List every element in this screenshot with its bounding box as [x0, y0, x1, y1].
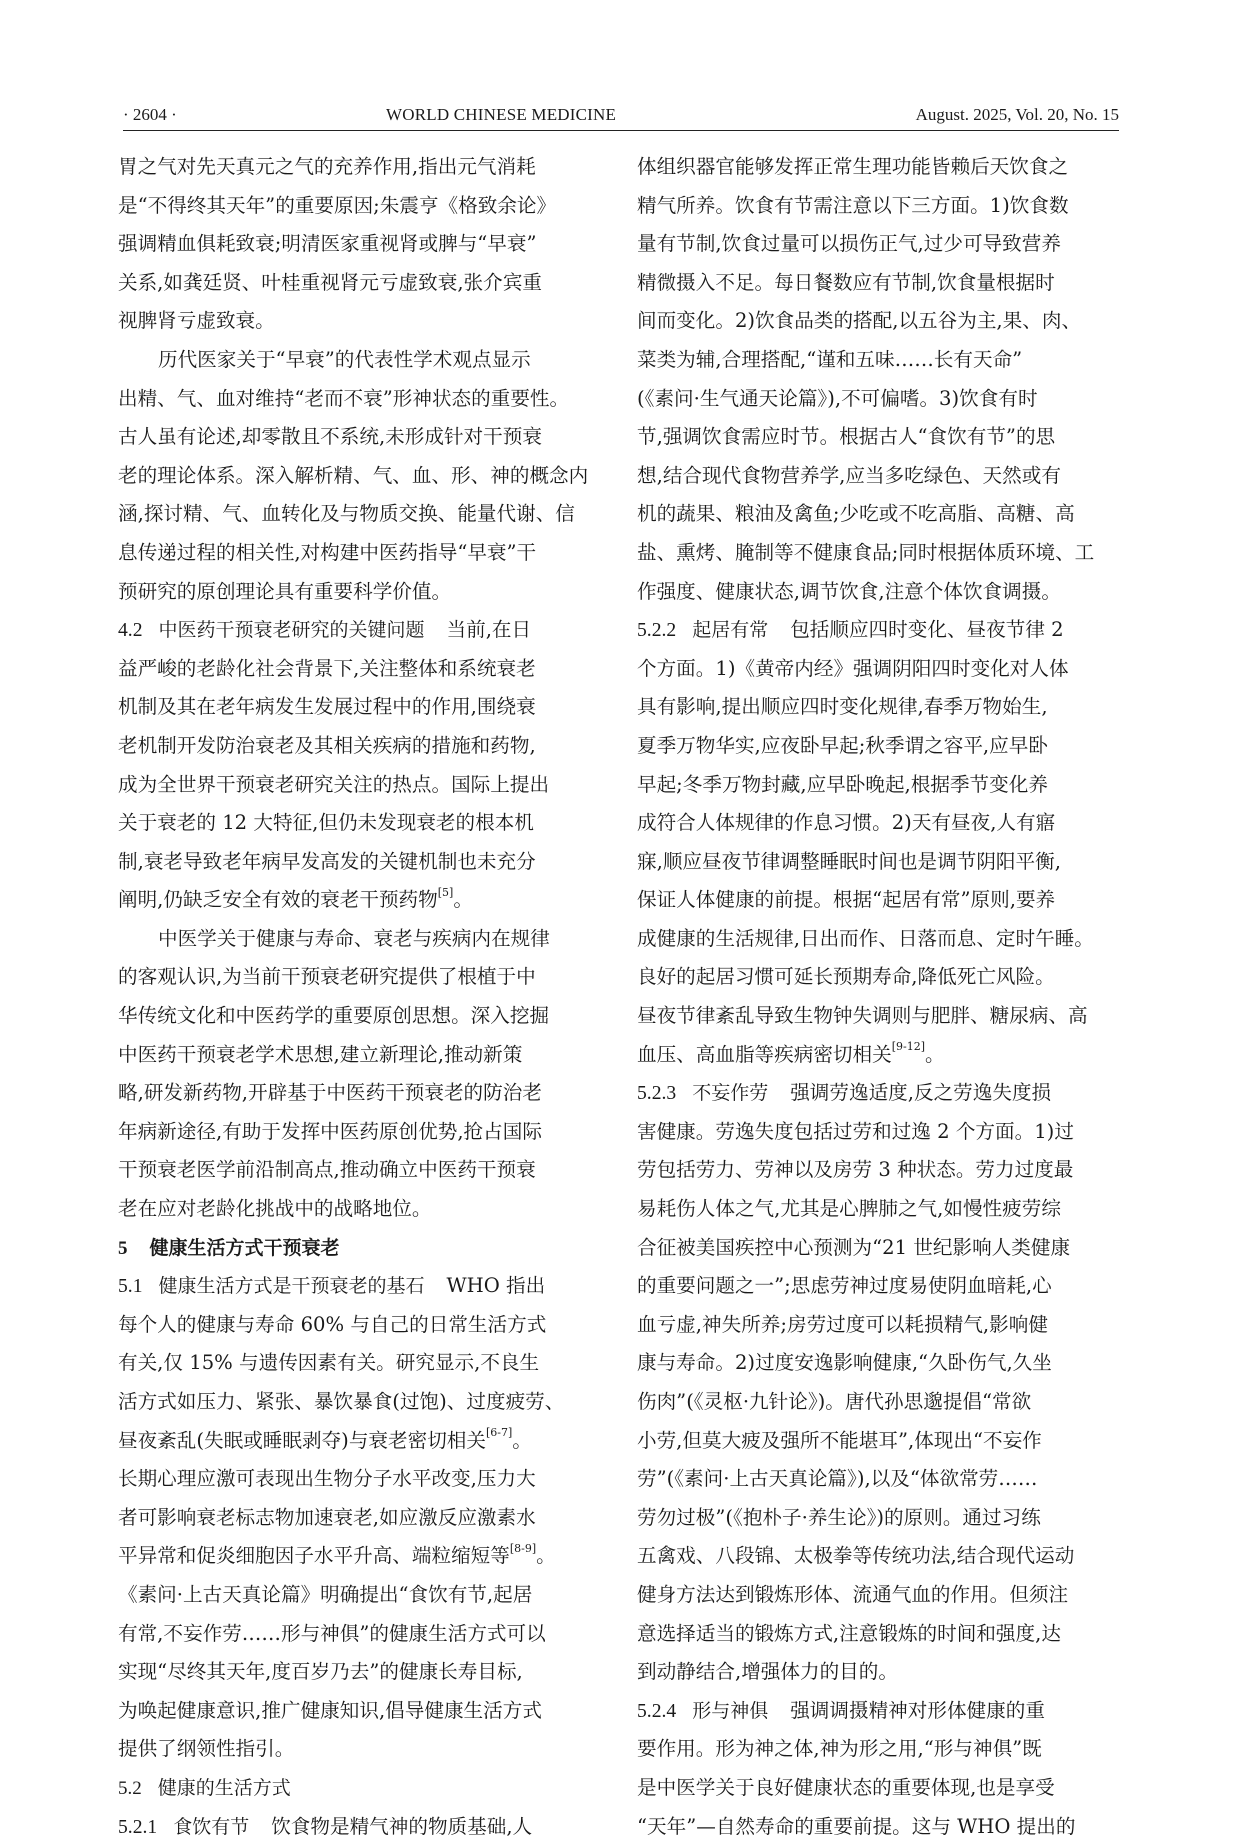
text-line: 早起;冬季万物封藏,应早卧晚起,根据季节变化养: [637, 772, 1048, 796]
text-line: 要作用。形为神之体,神为形之用,“形与神俱”既: [637, 1737, 1042, 1761]
section-number: 5.2: [118, 1777, 142, 1799]
text-line: 出精、气、血对维持“老而不衰”形神状态的重要性。: [118, 386, 570, 410]
section-title: 健康生活方式是干预衰老的基石: [158, 1275, 425, 1298]
text-line: 劳”(《素问·上古天真论篇》),以及“体欲常劳……: [637, 1467, 1038, 1491]
text-line: 关于衰老的 12 大特征,但仍未发现衰老的根本机: [118, 811, 534, 835]
section-title: 健康的生活方式: [157, 1776, 291, 1799]
text-line: 良好的起居习惯可延长预期寿命,降低死亡风险。: [637, 965, 1055, 989]
text-run: 血压、高血脂等疾病密切相关: [637, 1042, 892, 1066]
section-number: 5.2.3: [637, 1083, 677, 1105]
section-5-2-heading: [118, 1769, 605, 1808]
section-5-2-3-line: [637, 1074, 1124, 1113]
section-4-2-line: [118, 611, 605, 650]
text-line: 老的理论体系。深入解析精、气、血、形、神的概念内: [118, 463, 589, 487]
text-line: 为唤起健康意识,推广健康知识,倡导健康生活方式: [118, 1698, 542, 1722]
text-line: 预研究的原创理论具有重要科学价值。: [118, 579, 452, 603]
text-line: 昼夜节律紊乱导致生物钟失调则与肥胖、糖尿病、高: [637, 1004, 1088, 1028]
text-line: 活方式如压力、紧张、暴饮暴食(过饱)、过度疲劳、: [118, 1390, 565, 1413]
text-line: 量有节制,饮食过量可以损伤正气,过少可导致营养: [637, 232, 1061, 256]
text-run: 包括顺应四时变化、昼夜节律 2: [790, 618, 1064, 642]
section-title: 健康生活方式干预衰老: [149, 1236, 340, 1259]
text-line: 胃之气对先天真元之气的充养作用,指出元气消耗: [118, 155, 536, 178]
text-line: “天年”—自然寿命的重要前提。这与 WHO 提出的: [637, 1814, 1076, 1838]
text-line: 血亏虚,神失所养;房劳过度可以耗损精气,影响健: [637, 1312, 1048, 1336]
text-line: 提供了纲领性指引。: [118, 1737, 295, 1761]
text-line: [118, 881, 605, 920]
running-header: [123, 101, 1119, 127]
text-run: 阐明,仍缺乏安全有效的衰老干预药物: [118, 888, 438, 912]
text-line: 精气所养。饮食有节需注意以下三方面。1)饮食数: [637, 193, 1069, 217]
text-line: 是“不得终其天年”的重要原因;朱震亨《格致余论》: [118, 193, 557, 217]
section-number: 5.2.1: [118, 1816, 158, 1838]
text-line: 是中医学关于良好健康状态的重要体现,也是享受: [637, 1775, 1055, 1799]
text-line: 机的蔬果、粮油及禽鱼;少吃或不吃高脂、高糖、高: [637, 502, 1075, 526]
text-line: 合征被美国疾控中心预测为“21 世纪影响人类健康: [637, 1235, 1071, 1259]
text-run: 强调调摄精神对形体健康的重: [790, 1698, 1045, 1722]
section-number: 5.1: [118, 1276, 143, 1298]
text-line: 制,衰老导致老年病早发高发的关键机制也未充分: [118, 849, 536, 873]
text-line: 长期心理应激可表现出生物分子水平改变,压力大: [118, 1467, 536, 1491]
text-line: 涵,探讨精、气、血转化及与物质交换、能量代谢、信: [118, 502, 575, 526]
text-line: 成为全世界干预衰老研究关注的热点。国际上提出: [118, 772, 550, 796]
text-line: 的客观认识,为当前干预衰老研究提供了根植于中: [118, 965, 536, 989]
text-line: 寐,顺应昼夜节律调整睡眠时间也是调节阴阳平衡,: [637, 849, 1061, 873]
text-line: 害健康。劳逸失度包括过劳和过逸 2 个方面。1)过: [637, 1119, 1074, 1143]
text-line: 节,强调饮食需应时节。根据古人“食饮有节”的思: [637, 425, 1056, 449]
text-line: 小劳,但莫大疲及强所不能堪耳”,体现出“不妄作: [637, 1428, 1042, 1452]
text-line: (《素问·生气通天论篇》),不可偏嗜。3)饮食有时: [637, 386, 1038, 410]
text-line: 机制及其在老年病发生发展过程中的作用,围绕衰: [118, 695, 536, 719]
text-line: 有常,不妄作劳……形与神俱”的健康生活方式可以: [118, 1621, 546, 1645]
text-line: 者可影响衰老标志物加速衰老,如应激反应激素水: [118, 1505, 536, 1529]
text-run: 强调劳逸适度,反之劳逸失度损: [790, 1081, 1052, 1105]
text-line: 老机制开发防治衰老及其相关疾病的措施和药物,: [118, 733, 536, 757]
text-line: 伤肉”(《灵枢·九针论》)。唐代孙思邈提倡“常欲: [637, 1390, 1032, 1413]
text-run: 。: [512, 1428, 532, 1452]
text-line: 关系,如龚廷贤、叶桂重视肾元亏虚致衰,张介宾重: [118, 270, 542, 294]
text-run: WHO 指出: [446, 1274, 546, 1298]
text-line: 成健康的生活规律,日出而作、日落而息、定时午睡。: [637, 926, 1094, 950]
text-line: 精微摄入不足。每日餐数应有节制,饮食量根据时: [637, 270, 1055, 294]
text-line: 的重要问题之一”;思虑劳神过度易使阴血暗耗,心: [637, 1274, 1052, 1298]
text-line: [118, 1537, 605, 1576]
section-5-heading: [118, 1229, 605, 1268]
text-run: 当前,在日: [446, 618, 532, 642]
citation: [9-12]: [891, 1040, 926, 1054]
text-line: 《素问·上古天真论篇》明确提出“食饮有节,起居: [118, 1582, 533, 1606]
section-number: 4.2: [118, 620, 143, 642]
section-title: 起居有常: [692, 619, 769, 642]
text-line: 每个人的健康与寿命 60% 与自己的日常生活方式: [118, 1312, 547, 1336]
citation: [5]: [437, 885, 454, 899]
section-title: 中医药干预衰老研究的关键问题: [158, 619, 425, 642]
text-line: 具有影响,提出顺应四时变化规律,春季万物始生,: [637, 695, 1048, 719]
text-run: 。: [453, 888, 473, 912]
text-run: 昼夜紊乱(失眠或睡眠剥夺)与衰老密切相关: [118, 1428, 486, 1452]
text-line: [637, 1036, 1124, 1075]
text-line: 成符合人体规律的作息习惯。2)天有昼夜,人有寤: [637, 811, 1056, 835]
journal-title: WORLD CHINESE MEDICINE: [386, 105, 617, 124]
text-line: 菜类为辅,合理搭配,“谨和五味……长有天命”: [637, 347, 1023, 371]
text-run: 。: [536, 1544, 556, 1568]
text-line: 年病新途径,有助于发挥中医药原创优势,抢占国际: [118, 1119, 542, 1143]
text-line: 息传递过程的相关性,对构建中医药指导“早衰”干: [118, 540, 537, 564]
text-line: 夏季万物华实,应夜卧早起;秋季谓之容平,应早卧: [637, 733, 1048, 757]
section-number: 5.2.2: [637, 620, 677, 642]
text-line: 视脾肾亏虚致衰。: [118, 309, 275, 333]
section-title: 食饮有节: [173, 1815, 250, 1838]
text-line: 劳包括劳力、劳神以及房劳 3 种状态。劳力过度最: [637, 1158, 1074, 1182]
left-column: [118, 148, 605, 1846]
page-number: · 2604 ·: [123, 105, 177, 124]
text-line: 有关,仅 15% 与遗传因素有关。研究显示,不良生: [118, 1351, 540, 1375]
section-title: 形与神俱: [692, 1699, 769, 1722]
text-line: 老在应对老龄化挑战中的战略地位。: [118, 1197, 432, 1221]
section-5-2-2-line: [637, 611, 1124, 650]
text-run: 饮食物是精气神的物质基础,人: [271, 1814, 533, 1838]
text-run: 平异常和促炎细胞因子水平升高、端粒缩短等: [118, 1544, 510, 1568]
citation: [8-9]: [509, 1541, 537, 1555]
text-line: 劳勿过极”(《抱朴子·养生论》)的原则。通过习练: [637, 1505, 1041, 1529]
section-5-1-line: [118, 1267, 605, 1306]
text-line: 意选择适当的锻炼方式,注意锻炼的时间和强度,达: [637, 1621, 1061, 1645]
text-line: 华传统文化和中医药学的重要原创思想。深入挖掘: [118, 1004, 550, 1028]
text-line: 中医药干预衰老学术思想,建立新理论,推动新策: [118, 1042, 523, 1066]
text-line: 中医学关于健康与寿命、衰老与疾病内在规律: [158, 926, 550, 950]
text-line: 保证人体健康的前提。根据“起居有常”原则,要养: [637, 888, 1056, 912]
text-line: 实现“尽终其天年,度百岁乃去”的健康长寿目标,: [118, 1660, 523, 1684]
section-number: 5.2.4: [637, 1700, 677, 1722]
section-5-2-4-line: [637, 1692, 1124, 1731]
text-line: 盐、熏烤、腌制等不健康食品;同时根据体质环境、工: [637, 540, 1095, 564]
text-line: 干预衰老医学前沿制高点,推动确立中医药干预衰: [118, 1158, 536, 1182]
text-line: 五禽戏、八段锦、太极拳等传统功法,结合现代运动: [637, 1544, 1075, 1568]
right-column: [637, 148, 1124, 1846]
text-line: 古人虽有论述,却零散且不系统,未形成针对干预衰: [118, 425, 542, 449]
section-5-2-1-line: [118, 1808, 605, 1847]
text-line: 易耗伤人体之气,尤其是心脾肺之气,如慢性疲劳综: [637, 1197, 1061, 1221]
citation: [6-7]: [485, 1426, 513, 1440]
section-number: 5: [118, 1237, 128, 1259]
text-line: 作强度、健康状态,调节饮食,注意个体饮食调摄。: [637, 579, 1061, 603]
text-line: 历代医家关于“早衰”的代表性学术观点显示: [158, 347, 531, 371]
text-line: 益严峻的老龄化社会背景下,关注整体和系统衰老: [118, 656, 536, 680]
text-line: 强调精血俱耗致衰;明清医家重视肾或脾与“早衰”: [118, 232, 537, 256]
issue-info: August. 2025, Vol. 20, No. 15: [915, 105, 1119, 124]
text-line: 健身方法达到锻炼形体、流通气血的作用。但须注: [637, 1582, 1069, 1606]
text-line: 想,结合现代食物营养学,应当多吃绿色、天然或有: [637, 463, 1061, 487]
text-line: 略,研发新药物,开辟基于中医药干预衰老的防治老: [118, 1081, 542, 1105]
text-line: 康与寿命。2)过度安逸影响健康,“久卧伤气,久坐: [637, 1351, 1052, 1375]
text-line: 个方面。1)《黄帝内经》强调阴阳四时变化对人体: [637, 656, 1069, 680]
text-line: 体组织器官能够发挥正常生理功能皆赖后天饮食之: [637, 155, 1069, 178]
text-run: 。: [925, 1042, 945, 1066]
text-line: 间而变化。2)饮食品类的搭配,以五谷为主,果、肉、: [637, 309, 1082, 333]
text-line: [118, 1422, 605, 1461]
header-rule: [123, 130, 1119, 131]
section-title: 不妄作劳: [692, 1082, 769, 1105]
text-line: 到动静结合,增强体力的目的。: [637, 1660, 898, 1684]
